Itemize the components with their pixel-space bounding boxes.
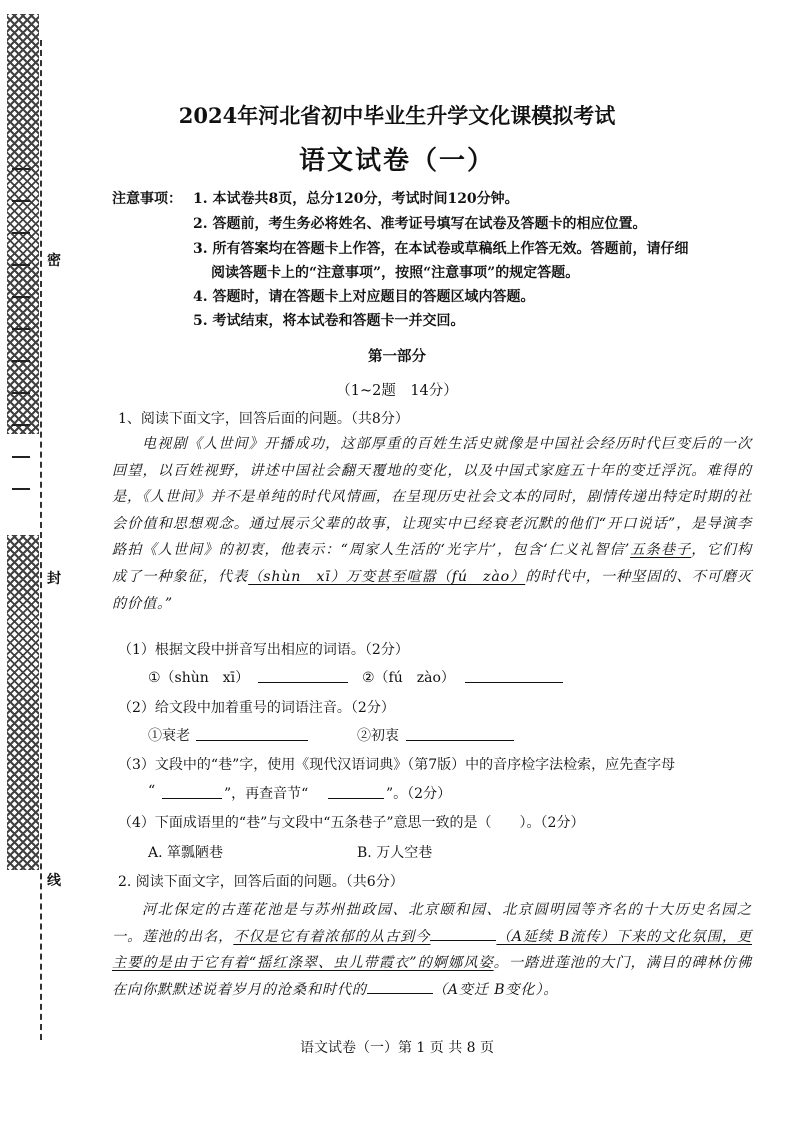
binding-tick — [12, 200, 30, 202]
page-footer: 语文试卷（一）第 1 页 共 8 页 — [299, 1040, 495, 1056]
binding-tick — [12, 296, 30, 298]
binding-tick — [12, 488, 30, 490]
part-title: 第一部分 — [368, 348, 426, 365]
q1-passage-underline-2: （shùn xī）万变甚至喧嚣（fú zào） — [248, 568, 526, 585]
q2-passage-underline-2: （A延续 B流传）下来的文化氛围，更主要的是由于它有着“摇红涤翠、虫儿带霞衣”的婀娜风姿 — [112, 928, 752, 972]
q1-sub1-b-blank[interactable] — [465, 668, 563, 683]
q1-sub1-text: （1）根据文段中拼音写出相应的词语。（2分） — [118, 642, 409, 658]
exam-subtitle: 语文试卷（一） — [298, 146, 495, 176]
q1-sub2-a-blank[interactable] — [196, 726, 308, 741]
q1-sub1-a-label: ①（shùn xī） — [148, 670, 250, 686]
binding-tick — [12, 264, 30, 266]
q1-sub3-letter-blank[interactable] — [162, 784, 222, 799]
q1-sub2-text: （2）给文段中加着重号的词语注音。（2分） — [118, 700, 395, 716]
q1-passage-part3: 的时代中，一种坚固的、不可磨灭的价值。” — [112, 568, 752, 612]
exam-title: 2024年河北省初中毕业生升学文化课模拟考试 — [178, 103, 616, 128]
binding-tick — [12, 328, 30, 330]
q1-sub1-b-label: ②（fú zào） — [362, 670, 455, 686]
q1-sub1-a-blank[interactable] — [258, 668, 348, 683]
q1-passage-underline-1: 五条巷子 — [630, 542, 692, 559]
q1-sub3-syllable-blank[interactable] — [328, 784, 384, 799]
q2-passage-part3: （A变迁 B变化）。 — [432, 981, 559, 998]
q2-passage-underline-1: 不仅是它有着浓郁的从古到今 — [233, 928, 431, 945]
binding-tick — [12, 424, 30, 426]
q1-sub4-text: （4）下面成语里的“巷”与文段中“五条巷子”意思一致的是（ ）。（2分） — [118, 815, 585, 831]
seal-feng: 封 — [47, 571, 61, 587]
notice-label: 注意事项： — [112, 191, 182, 207]
q1-passage-part1: 电视剧《人世间》开播成功，这部厚重的百姓生活史就像是中国社会经历时代巨变后的一次回望，以百姓视野，讲述中国社会翻天覆地的变化，以及中国式家庭五十年的变迁浮沉。难得的是，《人世间》并不是单纯的时代风情画，在呈现历史社会文本的同时，剧情传递出特定时期的社会价值和思想观念。通过展示父辈的故事，让现实中已经衰老沉默的他们“开口说话”，是导演李路拍《人世间》的初衷，他表示：“周家人生活的‘光字片’，包含‘仁义礼智信’ — [112, 436, 752, 559]
seal-mi: 密 — [47, 253, 61, 269]
seal-xian: 线 — [47, 873, 61, 889]
q2-stem: 2. 阅读下面文字，回答后面的问题。（共6分） — [118, 874, 404, 890]
binding-tick — [12, 456, 30, 458]
q1-sub2-a-label: ①衰老 — [148, 728, 190, 744]
notice-item-3-cont: 阅读答题卡上的“注意事项”，按照“注意事项”的规定答题。 — [211, 265, 580, 281]
q1-sub4-option-a[interactable]: A. 箪瓢陋巷 — [148, 845, 224, 861]
q2-passage-part1: 河北保定的古莲花池是与苏州拙政园、北京颐和园、北京圆明园等齐名的十大历史名园之一。莲池的出名， — [112, 902, 752, 945]
notice-item-3: 3. 所有答案均在答题卡上作答，在本试卷或草稿纸上作答无效。答题前，请仔细 — [193, 241, 689, 257]
q1-sub4-option-b[interactable]: B. 万人空巷 — [357, 845, 433, 861]
q2-passage — [112, 897, 752, 1003]
part-range: （1~2题 14分） — [336, 383, 458, 399]
hatch-pattern-bottom — [7, 535, 39, 870]
q2-passage-part2: 。一踏进莲池的大门，满目的碑林仿佛在向你默默述说着岁月的沧桑和时代的 — [112, 955, 752, 998]
q1-passage — [112, 431, 752, 617]
q1-sub3-quote-open: “ — [148, 783, 156, 799]
q1-sub3-end: ”。（2分） — [386, 786, 452, 802]
q1-stem: 1、阅读下面文字，回答后面的问题。（共8分） — [118, 411, 409, 427]
q1-sub3-text: （3）文段中的“巷”字，使用《现代汉语词典》（第7版）中的音序检字法检索，应先查字母 — [118, 757, 676, 773]
q1-passage-part2: ，它们构成了一种象征，代表 — [112, 542, 753, 585]
notice-item-2: 2. 答题前，考生务必将姓名、准考证号填写在试卷及答题卡的相应位置。 — [193, 216, 647, 232]
q1-sub2-b-label: ②初衷 — [357, 728, 399, 744]
binding-tick — [12, 232, 30, 234]
q2-blank-1[interactable] — [430, 926, 496, 941]
q1-sub2-b-blank[interactable] — [406, 726, 514, 741]
notice-item-4: 4. 答题时，请在答题卡上对应题目的答题区域内答题。 — [193, 289, 535, 305]
hatch-pattern-top — [7, 14, 39, 434]
notice-item-1: 1. 本试卷共8页，总分120分，考试时间120分钟。 — [193, 191, 519, 207]
binding-dashed-line — [40, 40, 42, 1040]
q1-sub3-mid: ”，再查音节“ — [224, 786, 309, 802]
notice-item-5: 5. 考试结束，将本试卷和答题卡一并交回。 — [193, 313, 465, 329]
q2-blank-2[interactable] — [367, 979, 433, 994]
